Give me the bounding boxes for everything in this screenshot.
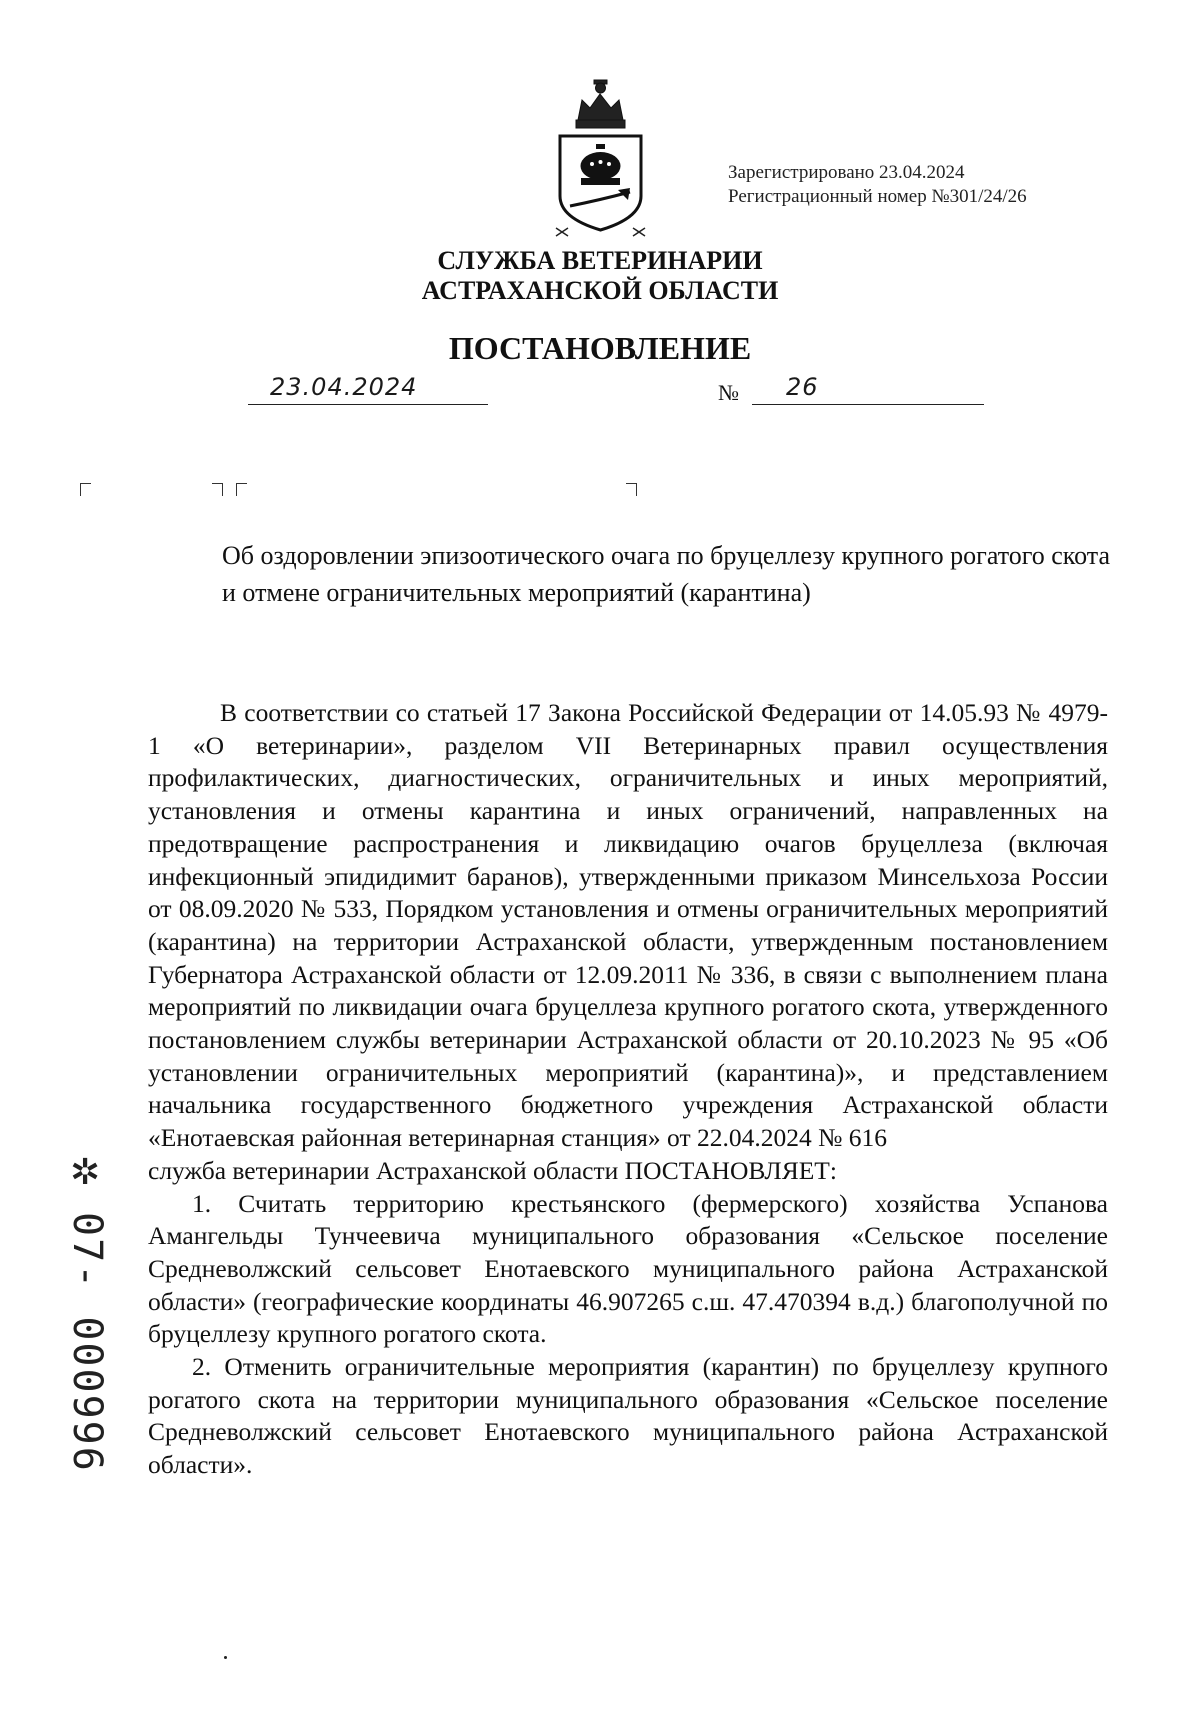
date-underline — [248, 404, 488, 405]
document-subject: Об оздоровлении эпизоотического очага по бруцеллезу крупного рогатого скота и отмене ограничительных мероприятий (карантина) — [222, 541, 1110, 607]
resolution-item-1: 1. Считать территорию крестьянского (фермерского) хозяйства Успанова Амангельды Тунчеевича муниципального образования «Сельское поселение Средневолжский сельсовет Енотаевского муниципального района Астраханской области» (географические координаты 46.907265 с.ш. 47.470394 в.д.) благополучной по бруцеллезу крупного рогатого скота. — [148, 1188, 1108, 1349]
registration-date: Зарегистрировано 23.04.2024 — [728, 162, 965, 183]
number-underline — [752, 404, 984, 405]
coat-of-arms-emblem — [548, 78, 653, 238]
corner-bracket-right — [626, 483, 637, 496]
document-number: 26 — [786, 373, 819, 401]
preamble-paragraph: В соответствии со статьей 17 Закона Российской Федерации от 14.05.93 № 4979-1 «О ветеринарии», разделом VII Ветеринарных правил осуществления профилактических, диагностических, ограничительных и иных мероприятий, установления и отмены карантина и иных ограничений, направленных на предотвращение распространения и ликвидацию очагов бруцеллеза (включая инфекционный эпидидимит баранов), утвержденными приказом Минсельхоза России от 08.09.2020 № 533, Порядком установления и отмены ограничительных мероприятий (карантина) на территории Астраханской области, утвержденным постановлением Губернатора Астраханской области от 12.09.2011 № 336, в связи с выполнением плана мероприятий по ликвидации очага бруцеллеза крупного рогатого скота, утвержденного постановлением службы ветеринарии Астраханской области от 20.10.2023 № 95 «Об установлении ограничительных мероприятий (карантина)», и представлением начальника государственного бюджетного учреждения Астраханской области «Енотаевская районная ветеринарная станция» от 22.04.2024 № 616 — [148, 698, 1108, 1153]
corner-bracket-middle-left — [236, 483, 247, 496]
corner-bracket-left — [80, 483, 91, 496]
document-date: 23.04.2024 — [270, 373, 418, 401]
margin-mark: ✲ — [70, 1152, 101, 1193]
document-type-title: ПОСТАНОВЛЕНИЕ — [448, 330, 752, 366]
margin-vertical-number: 07- 000996 — [64, 1212, 110, 1473]
resolution-item-2: 2. Отменить ограничительные мероприятия (карантин) по бруцеллезу крупного рогатого скота на территории муниципального образования «Сельское поселение Средневолжский сельсовет Енотаевского муниципального района Астраханской области». — [148, 1352, 1108, 1480]
org-name-line1: СЛУЖБА ВЕТЕРИНАРИИ — [437, 246, 763, 275]
stray-dot — [224, 1656, 227, 1659]
org-name-line2: АСТРАХАНСКОЙ ОБЛАСТИ — [421, 276, 779, 305]
document-body — [148, 697, 1108, 1482]
resolves-line: служба ветеринарии Астраханской области ПОСТАНОВЛЯЕТ: — [148, 1155, 837, 1185]
number-sign: № — [718, 380, 739, 405]
corner-bracket-middle-right — [212, 483, 223, 496]
registration-number: Регистрационный номер №301/24/26 — [728, 186, 1027, 207]
